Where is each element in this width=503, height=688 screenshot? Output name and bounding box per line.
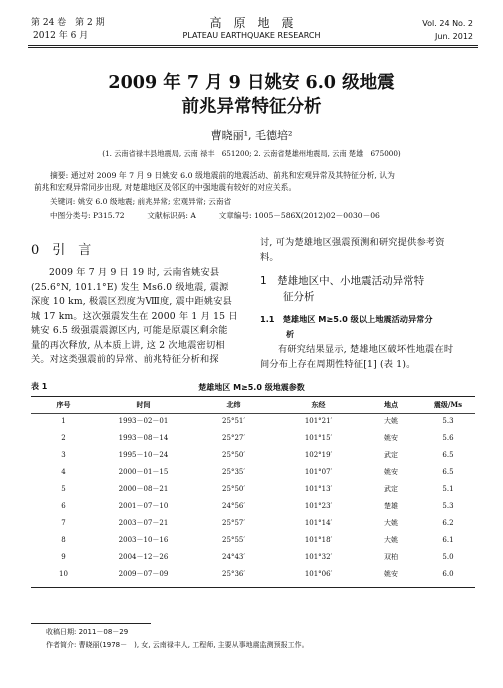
table-row	[31, 429, 475, 446]
intro-line: (25.6°N, 101.1°E) 发生 Ms6.0 级地震, 震源	[31, 281, 229, 293]
section11-paragraph	[260, 343, 475, 372]
header-index: 序号	[56, 400, 71, 409]
cell-latitude: 24°43′	[222, 552, 245, 561]
intro-line: 2009 年 7 月 9 日 19 时, 云南省姚安县	[49, 267, 220, 278]
continued-line: 讨, 可为楚雄地区强震预测和研究提供参考资	[260, 237, 445, 248]
cell-location: 大姚	[384, 535, 398, 544]
affiliations: (1. 云南省禄丰县地震局, 云南 禄丰 651200; 2. 云南省楚雄州地震局, 云南 楚雄 675000)	[102, 149, 401, 158]
cell-time: 1993－08－14	[118, 433, 169, 442]
header-rule-2	[28, 47, 478, 48]
cell-magnitude: 6.0	[442, 569, 454, 578]
cell-latitude: 25°35′	[222, 467, 245, 476]
footnote-rule	[31, 623, 151, 624]
article-title-line2: 前兆异常特征分析	[181, 97, 322, 117]
table-body	[31, 412, 475, 582]
table-header-row	[31, 398, 475, 412]
cell-time: 2009－07－09	[118, 569, 169, 578]
cell-magnitude: 5.1	[442, 484, 454, 493]
cell-index: 1	[61, 416, 66, 425]
classification: 中图分类号: P315.72 文献标识码: A 文章编号: 1005－586X(2012)02－0030－06	[50, 211, 380, 220]
cell-location: 大姚	[384, 416, 398, 425]
cell-location: 楚雄	[384, 501, 398, 510]
section1-heading-cont: 征分析	[283, 291, 315, 303]
cell-time: 2003－07－21	[118, 518, 169, 527]
cell-longitude: 101°14′	[304, 518, 333, 527]
date-cn: 2012 年 6 月	[33, 31, 89, 41]
intro-line: 城 17 km。这次强震发生在 2000 年 1 月 15 日	[31, 310, 238, 322]
table-row	[31, 480, 475, 497]
table-row	[31, 497, 475, 514]
section11-heading-cont: 析	[286, 329, 295, 339]
authors: 曹晓丽¹, 毛德培²	[210, 129, 293, 142]
header-time: 时间	[136, 400, 151, 409]
cell-longitude: 101°15′	[304, 433, 333, 442]
cell-location: 姚安	[384, 467, 398, 476]
cell-index: 2	[61, 433, 66, 442]
cell-longitude: 101°07′	[304, 467, 333, 476]
cell-index: 7	[61, 518, 66, 527]
volume-issue-en: Vol. 24 No. 2	[422, 19, 473, 28]
section11-heading: 1.1 楚雄地区 M≥5.0 级以上地震活动异常分	[260, 314, 433, 324]
header-latitude: 北纬	[226, 400, 241, 409]
right-column	[260, 236, 475, 265]
cell-index: 8	[61, 535, 66, 544]
cell-magnitude: 6.5	[442, 467, 454, 476]
cell-index: 6	[61, 501, 66, 510]
table-row	[31, 412, 475, 429]
table-row	[31, 514, 475, 531]
header-rule	[28, 45, 478, 46]
cell-index: 10	[59, 569, 68, 578]
intro-line: 量的再次释放, 从本质上讲, 这 2 次地震密切相	[31, 339, 225, 351]
intro-line: 姚安 6.5 级强震震源区内, 可能是原震区剩余能	[31, 325, 228, 336]
cell-magnitude: 5.0	[442, 552, 454, 561]
date-en: Jun. 2012	[435, 32, 473, 41]
cell-index: 3	[61, 450, 66, 459]
abstract-line1: 摘要: 通过对 2009 年 7 月 9 日姚安 6.0 级地震前的地震活动、前兆和宏观异常及其特征分析, 认为	[50, 171, 395, 180]
cell-time: 1993－02－01	[118, 416, 169, 425]
table-row	[31, 565, 475, 582]
cell-latitude: 25°55′	[222, 535, 245, 544]
cell-location: 武定	[384, 450, 398, 459]
cell-index: 4	[61, 467, 66, 476]
table-header-rule	[31, 413, 475, 414]
cell-time: 2003－10－16	[118, 535, 169, 544]
header-location: 地点	[384, 400, 398, 409]
paragraph-line: 间分布上存在周期性特征[1] (表 1)。	[260, 358, 416, 370]
intro-line: 深度 10 km, 极震区烈度为Ⅷ度, 震中距姚安县	[31, 296, 232, 307]
paragraph-line: 有研究结果显示, 楚雄地区破坏性地震在时	[278, 344, 454, 355]
author-info: 作者简介: 曹晓丽(1978－ ), 女, 云南禄丰人, 工程师, 主要从事地震监测预报工作。	[46, 641, 309, 649]
cell-time: 2000－01－15	[118, 467, 169, 476]
cell-latitude: 25°50′	[222, 484, 245, 493]
cell-magnitude: 5.6	[442, 433, 454, 442]
cell-latitude: 25°51′	[222, 416, 245, 425]
table-row	[31, 463, 475, 480]
article-title-line1: 2009 年 7 月 9 日姚安 6.0 级地震	[108, 73, 395, 93]
cell-magnitude: 6.2	[442, 518, 454, 527]
cell-location: 姚安	[384, 433, 398, 442]
table-caption: 楚雄地区 M≥5.0 级地震参数	[198, 383, 305, 392]
cell-latitude: 24°56′	[222, 501, 245, 510]
volume-issue-cn: 第 24 卷 第 2 期	[31, 18, 105, 28]
journal-title-cn: 高 原 地 震	[209, 16, 294, 30]
cell-time: 2004－12－26	[118, 552, 169, 561]
table-row	[31, 446, 475, 463]
cell-longitude: 101°21′	[304, 416, 333, 425]
cell-latitude: 25°27′	[222, 433, 245, 442]
continued-line: 料。	[260, 251, 279, 263]
journal-title-en: PLATEAU EARTHQUAKE RESEARCH	[182, 31, 321, 40]
cell-magnitude: 6.5	[442, 450, 454, 459]
cell-latitude: 25°57′	[222, 518, 245, 527]
keywords: 关键词: 姚安 6.0 级地震; 前兆异常; 宏观异常; 云南省	[50, 197, 232, 206]
cell-location: 武定	[384, 484, 398, 493]
earthquake-table	[31, 398, 475, 582]
table-top-rule	[31, 396, 475, 397]
cell-index: 9	[61, 552, 66, 561]
cell-longitude: 101°18′	[304, 535, 333, 544]
cell-time: 2000－08－21	[118, 484, 169, 493]
table-row	[31, 548, 475, 565]
cell-longitude: 101°13′	[304, 484, 333, 493]
table-row	[31, 531, 475, 548]
cell-magnitude: 6.1	[442, 535, 454, 544]
cell-magnitude: 5.3	[442, 501, 454, 510]
cell-latitude: 25°50′	[222, 450, 245, 459]
intro-heading: 0 引 言	[31, 243, 92, 258]
cell-location: 姚安	[384, 569, 398, 578]
table-label: 表 1	[31, 382, 48, 391]
cell-index: 5	[61, 484, 66, 493]
section1-heading: 1 楚雄地区中、小地震活动异常特	[260, 275, 425, 287]
cell-location: 大姚	[384, 518, 398, 527]
intro-line: 关。对这类强震前的异常、前兆特征分析和探	[31, 354, 219, 365]
cell-longitude: 101°06′	[304, 569, 333, 578]
cell-magnitude: 5.3	[442, 416, 454, 425]
cell-time: 2001－07－10	[118, 501, 169, 510]
cell-latitude: 25°36′	[222, 569, 245, 578]
abstract-line2: 前兆和宏观异常同步出现, 对楚雄地区及邻区的中强地震有较好的对应关系。	[34, 183, 297, 192]
cell-longitude: 101°23′	[304, 501, 333, 510]
cell-longitude: 102°19′	[304, 450, 333, 459]
intro-paragraph	[31, 266, 246, 368]
cell-longitude: 101°32′	[304, 552, 333, 561]
table-bottom-rule	[31, 587, 475, 588]
cell-location: 双柏	[384, 552, 398, 561]
cell-time: 1995－10－24	[118, 450, 169, 459]
header-magnitude: 震级/Ms	[433, 400, 463, 409]
received-date: 收稿日期: 2011－08－29	[46, 628, 129, 636]
header-longitude: 东经	[311, 400, 326, 409]
